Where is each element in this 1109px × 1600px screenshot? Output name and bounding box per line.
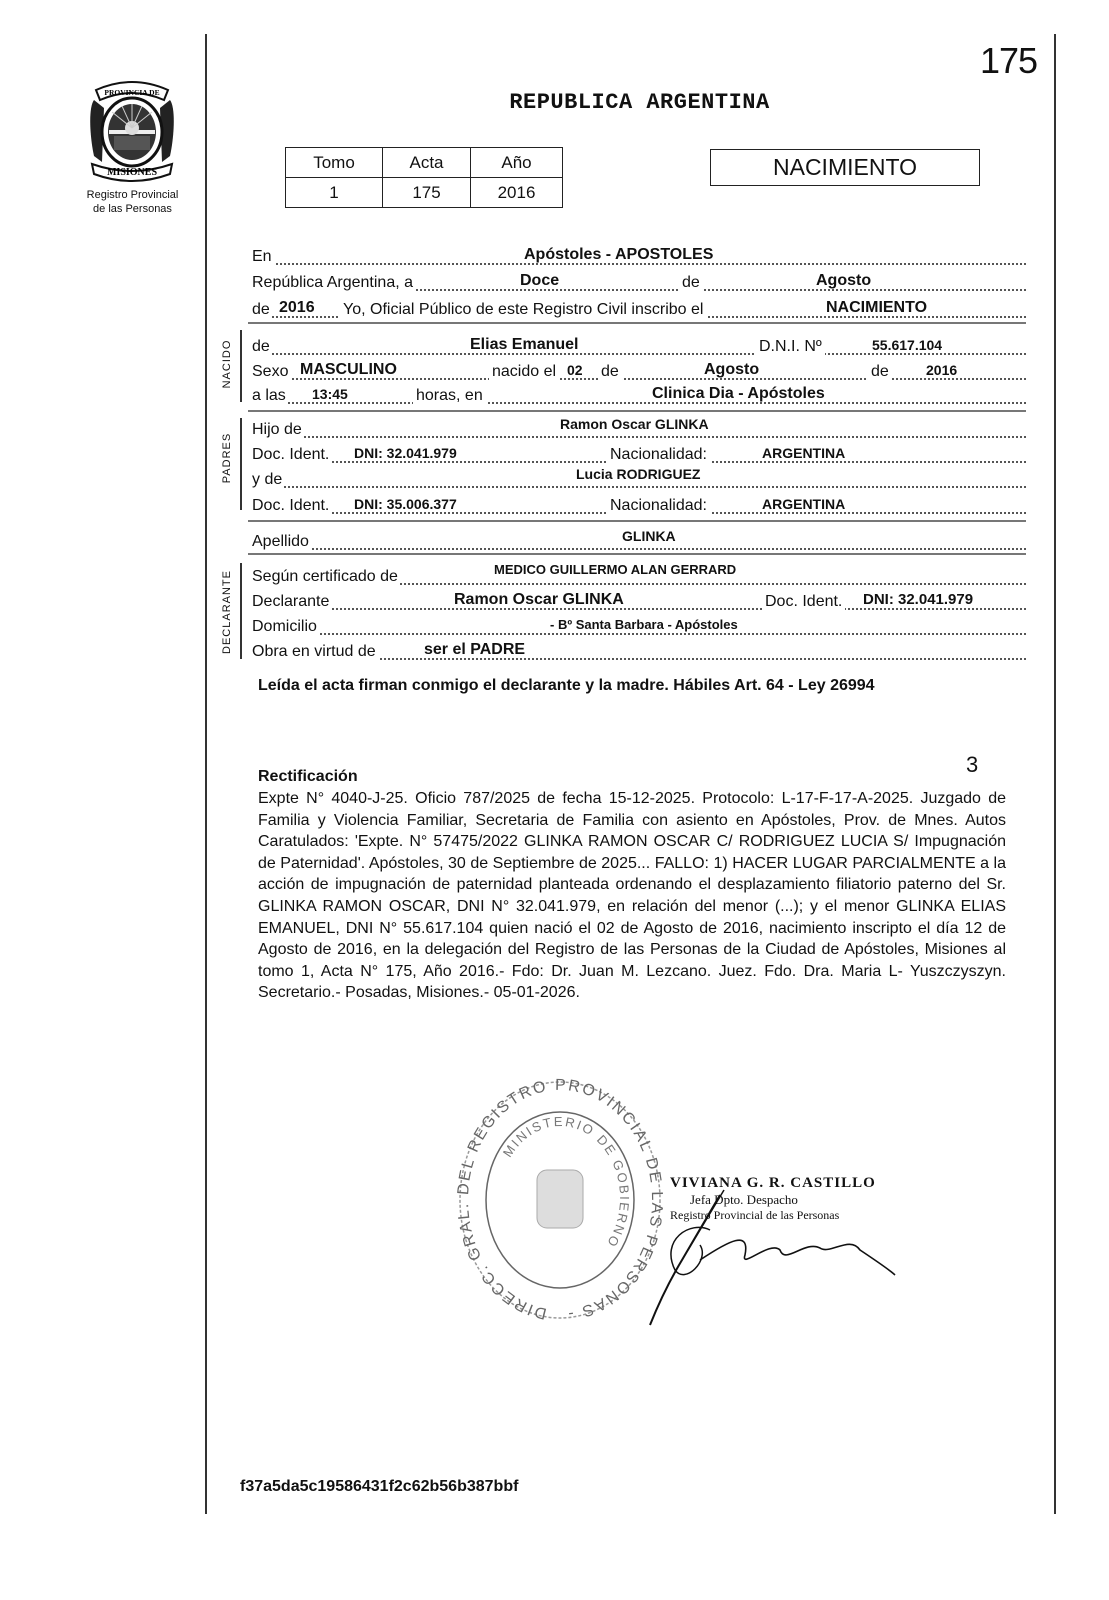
section-label-declarante: DECLARANTE: [221, 570, 233, 654]
signatory-block: [670, 1175, 900, 1223]
value-declarante-doc: DNI: 32.041.979: [863, 591, 974, 608]
label-a-las: a las: [252, 385, 288, 407]
row-mother-doc: [252, 493, 1026, 517]
separator: [248, 322, 1026, 324]
label-apellido: Apellido: [252, 531, 311, 553]
value-birth-place: Clinica Dia - Apóstoles: [652, 385, 825, 402]
label-doc-ident: Doc. Ident.: [252, 495, 331, 517]
label-nacionalidad: Nacionalidad:: [607, 444, 710, 466]
label-nacionalidad: Nacionalidad:: [607, 495, 710, 517]
rectification-number: 3: [966, 752, 979, 777]
value-mother-doc: DNI: 35.006.377: [354, 496, 457, 512]
separator: [248, 410, 1026, 412]
value-month: Agosto: [816, 272, 872, 289]
label-dni: D.N.I. Nº: [756, 336, 825, 358]
label-certificado: Según certificado de: [252, 566, 400, 588]
row-y-de: [252, 467, 1026, 491]
registry-table: [285, 147, 563, 208]
section-bar-nacido: [240, 330, 242, 402]
dotted-line: [252, 548, 1026, 550]
label-doc-ident: Doc. Ident.: [762, 591, 845, 613]
section-label-nacido: NACIDO: [221, 339, 233, 389]
value-sexo: MASCULINO: [300, 361, 397, 378]
section-label-padres: PADRES: [221, 432, 233, 484]
label-de-year: de: [868, 361, 892, 383]
signatory-name: VIVIANA G. R. CASTILLO: [670, 1175, 876, 1191]
label-de-year: de: [252, 299, 272, 321]
rectification-title: Rectificación: [258, 768, 358, 785]
label-oficial: Yo, Oficial Público de este Registro Civil inscribo el: [340, 299, 706, 321]
registry-table-header-row: [286, 148, 563, 178]
signatory-organization: Registro Provincial de las Personas: [670, 1208, 840, 1222]
label-nacido-el: nacido el: [489, 361, 559, 383]
value-domicilio: - Bº Santa Barbara - Apóstoles: [550, 617, 738, 632]
value-obra: ser el PADRE: [424, 641, 526, 658]
svg-text:PROVINCIA DE: PROVINCIA DE: [104, 88, 160, 97]
row-a-las: [252, 383, 1026, 407]
signatory-role: Jefa Dpto. Despacho: [690, 1192, 798, 1207]
value-father-name: Ramon Oscar GLINKA: [560, 416, 709, 432]
registry-table-value-row: [286, 178, 563, 208]
registry-caption: [60, 188, 205, 216]
value-mother-name: Lucia RODRIGUEZ: [576, 466, 701, 482]
row-hijo-de: [252, 417, 1026, 441]
label-de: de: [679, 272, 703, 294]
rectification-body: Expte N° 4040-J-25. Oficio 787/2025 de fecha 15-12-2025. Protocolo: L-17-F-17-A-2025. Juzgado de Familia y Violencia Familiar, Secretaria de Familia con asiento en Apóstoles, Prov. de Mnes. Autos Caratulados: 'Expte. N° 57475/2022 GLINKA RAMON OSCAR C/ RODRIGUEZ LUCIA S/ Impugnación de Paternidad'. Apóstoles, 30 de Septiembre de 2025... FALLO: 1) HACER LUGAR PARCIALMENTE a la acción de impugnación de paternidad planteada ordenando el desplazamiento filiatorio paterno del Sr. GLINKA RAMON OSCAR, DNI N° 32.041.979, en relación del menor (...); y el menor GLINKA ELIAS EMANUEL, DNI N° 55.617.104 quien nació el 02 de Agosto de 2016, nacimiento inscripto el día 12 de Agosto de 2016, en la delegación del Registro de las Personas de la Ciudad de Apóstoles, Misiones al tomo 1, Acta N° 175, Año 2016.- Fdo: Dr. Juan M. Lezcano. Juez. Fdo. Dra. Maria L- Yuszczyszyn. Secretario.- Posadas, Misiones.- 05-01-2026.: [258, 790, 1006, 1002]
dotted-line: [252, 436, 1026, 438]
value-father-nationality: ARGENTINA: [762, 445, 846, 461]
country-title: REPUBLICA ARGENTINA: [509, 90, 770, 115]
value-inscribe: NACIMIENTO: [826, 299, 928, 316]
value-child-name: Elias Emanuel: [470, 336, 579, 353]
row-en: [252, 244, 1026, 268]
value-tomo: 1: [286, 178, 383, 208]
row-republica: [252, 270, 1026, 294]
value-mother-nationality: ARGENTINA: [762, 496, 846, 512]
value-year: 2016: [279, 299, 315, 316]
row-obra: [252, 639, 1026, 663]
value-ano: 2016: [471, 178, 563, 208]
dotted-line: [252, 486, 1026, 488]
label-declarante: Declarante: [252, 591, 331, 613]
value-place: Apóstoles - APOSTOLES: [524, 246, 714, 263]
value-father-doc: DNI: 32.041.979: [354, 445, 457, 461]
label-hijo-de: Hijo de: [252, 419, 304, 441]
dotted-line: [252, 402, 1026, 404]
label-de-month: de: [598, 361, 622, 383]
page-number: 175: [980, 40, 1038, 81]
row-oficial: [252, 297, 1026, 321]
left-border-line: [205, 34, 207, 1514]
section-bar-padres: [240, 418, 242, 510]
label-domicilio: Domicilio: [252, 616, 319, 638]
value-child-dni: 55.617.104: [872, 337, 943, 353]
row-domicilio: [252, 614, 1026, 638]
label-obra: Obra en virtud de: [252, 641, 378, 663]
label-republica: República Argentina, a: [252, 272, 415, 294]
right-border-line: [1054, 34, 1056, 1514]
svg-text:MINISTERIO DE GOBIERNO: MINISTERIO DE GOBIERNO: [499, 1113, 633, 1251]
record-type-box: NACIMIENTO: [710, 149, 980, 186]
header-ano: Año: [471, 148, 563, 178]
value-apellido: GLINKA: [622, 528, 676, 544]
label-y-de: y de: [252, 469, 284, 491]
value-certificado: MEDICO GUILLERMO ALAN GERRARD: [494, 562, 737, 577]
label-en: En: [252, 246, 274, 268]
separator: [248, 553, 1026, 555]
label-de: de: [252, 336, 272, 358]
value-acta: 175: [383, 178, 471, 208]
caption-line-2: de las Personas: [93, 203, 172, 215]
label-doc-ident: Doc. Ident.: [252, 444, 331, 466]
header-acta: Acta: [383, 148, 471, 178]
row-certificado: [252, 564, 1026, 588]
svg-text:MISIONES: MISIONES: [106, 167, 158, 178]
value-declarante-name: Ramon Oscar GLINKA: [454, 591, 624, 608]
value-birth-time: 13:45: [312, 386, 348, 402]
value-birth-month: Agosto: [704, 361, 760, 378]
label-sexo: Sexo: [252, 361, 290, 383]
label-horas-en: horas, en: [413, 385, 486, 407]
value-birth-year: 2016: [926, 362, 958, 378]
value-birth-day: 02: [567, 362, 583, 378]
caption-line-1: Registro Provincial: [86, 189, 179, 201]
row-nacido-name: [252, 334, 1026, 358]
section-bar-declarante: [240, 563, 242, 659]
document-hash: f37a5da5c19586431f2c62b56b387bbf: [240, 1478, 519, 1495]
row-declarante: [252, 589, 1026, 613]
header-tomo: Tomo: [286, 148, 383, 178]
closing-statement: Leída el acta firman conmigo el declarante y la madre. Hábiles Art. 64 - Ley 26994: [258, 677, 875, 694]
svg-text:DIRECC. GRAL. DEL REGISTRO PRO: DIRECC. GRAL. DEL REGISTRO PROVINCIAL DE LAS PERSONAS -: [455, 1076, 665, 1323]
row-apellido: [252, 529, 1026, 553]
separator: [248, 520, 1026, 522]
row-sexo: [252, 359, 1026, 383]
handwritten-signature-icon: [630, 1120, 900, 1350]
value-day: Doce: [520, 272, 560, 289]
